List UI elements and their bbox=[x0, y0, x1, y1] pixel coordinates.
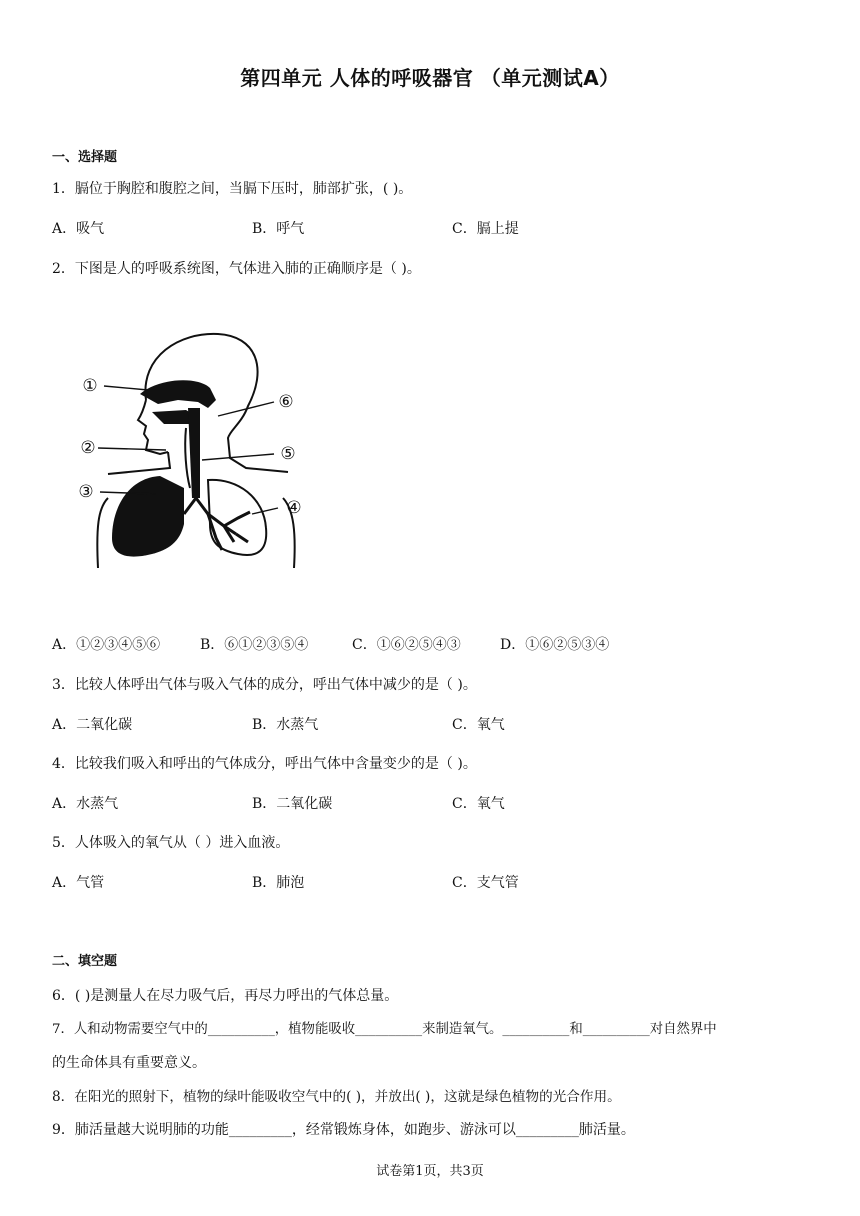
question-4-options bbox=[52, 793, 812, 813]
question-5-stem: 5．人体吸入的氧气从（ ）进入血液。 bbox=[52, 835, 290, 851]
option-c: C．氧气 bbox=[452, 796, 505, 812]
question-7-line-2: 的生命体具有重要意义。 bbox=[52, 1055, 206, 1071]
option-c: C．支气管 bbox=[452, 875, 519, 891]
option-c: C．氧气 bbox=[452, 717, 505, 733]
label-4: ④ bbox=[286, 498, 302, 518]
question-1-stem: 1．膈位于胸腔和腹腔之间，当膈下压时，肺部扩张，( )。 bbox=[52, 181, 413, 197]
label-6: ⑥ bbox=[278, 392, 294, 412]
label-2: ② bbox=[80, 438, 96, 458]
option-b: B．肺泡 bbox=[252, 875, 305, 891]
question-5-options bbox=[52, 872, 812, 892]
option-a: A．吸气 bbox=[52, 221, 105, 237]
option-b: B．二氧化碳 bbox=[252, 796, 333, 812]
option-d: D．①⑥②⑤③④ bbox=[500, 637, 610, 653]
question-2-stem: 2．下图是人的呼吸系统图，气体进入肺的正确顺序是（ )。 bbox=[52, 261, 421, 277]
question-8: 8．在阳光的照射下，植物的绿叶能吸收空气中的( )，并放出( )，这就是绿色植物的光合作用。 bbox=[52, 1089, 621, 1105]
option-b: B．呼气 bbox=[252, 221, 305, 237]
question-9: 9．肺活量越大说明肺的功能_________，经常锻炼身体，如跑步、游泳可以_________肺活量。 bbox=[52, 1122, 635, 1138]
question-6: 6．( )是测量人在尽力吸气后，再尽力呼出的气体总量。 bbox=[52, 988, 399, 1004]
option-a: A．二氧化碳 bbox=[52, 717, 133, 733]
question-3-options bbox=[52, 714, 812, 734]
page-title: 第四单元 人体的呼吸器官 （单元测试A） bbox=[240, 66, 620, 90]
option-c: C．①⑥②⑤④③ bbox=[352, 637, 461, 653]
question-7-line-1: 7．人和动物需要空气中的__________，植物能吸收__________来制造氧气。__________和__________对自然界中 bbox=[52, 1022, 717, 1037]
question-4-stem: 4．比较我们吸入和呼出的气体成分，呼出气体中含量变少的是（ )。 bbox=[52, 756, 477, 772]
question-2-options bbox=[52, 634, 812, 654]
label-3: ③ bbox=[78, 482, 94, 502]
label-1: ① bbox=[82, 376, 98, 396]
question-1-options bbox=[52, 218, 812, 238]
question-3-stem: 3．比较人体呼出气体与吸入气体的成分，呼出气体中减少的是（ )。 bbox=[52, 677, 477, 693]
label-5: ⑤ bbox=[280, 444, 296, 464]
option-a: A．①②③④⑤⑥ bbox=[52, 637, 161, 653]
option-a: A．气管 bbox=[52, 875, 105, 891]
option-b: B．水蒸气 bbox=[252, 717, 319, 733]
respiratory-system-diagram bbox=[68, 328, 318, 573]
option-a: A．水蒸气 bbox=[52, 796, 119, 812]
respiratory-system-figure bbox=[68, 328, 318, 573]
option-c: C．膈上提 bbox=[452, 221, 519, 237]
page-footer: 试卷第1页，共3页 bbox=[376, 1164, 484, 1179]
section-heading-choice: 一、选择题 bbox=[52, 150, 118, 165]
option-b: B．⑥①②③⑤④ bbox=[200, 637, 309, 653]
section-heading-fill-blank: 二、填空题 bbox=[52, 954, 118, 969]
